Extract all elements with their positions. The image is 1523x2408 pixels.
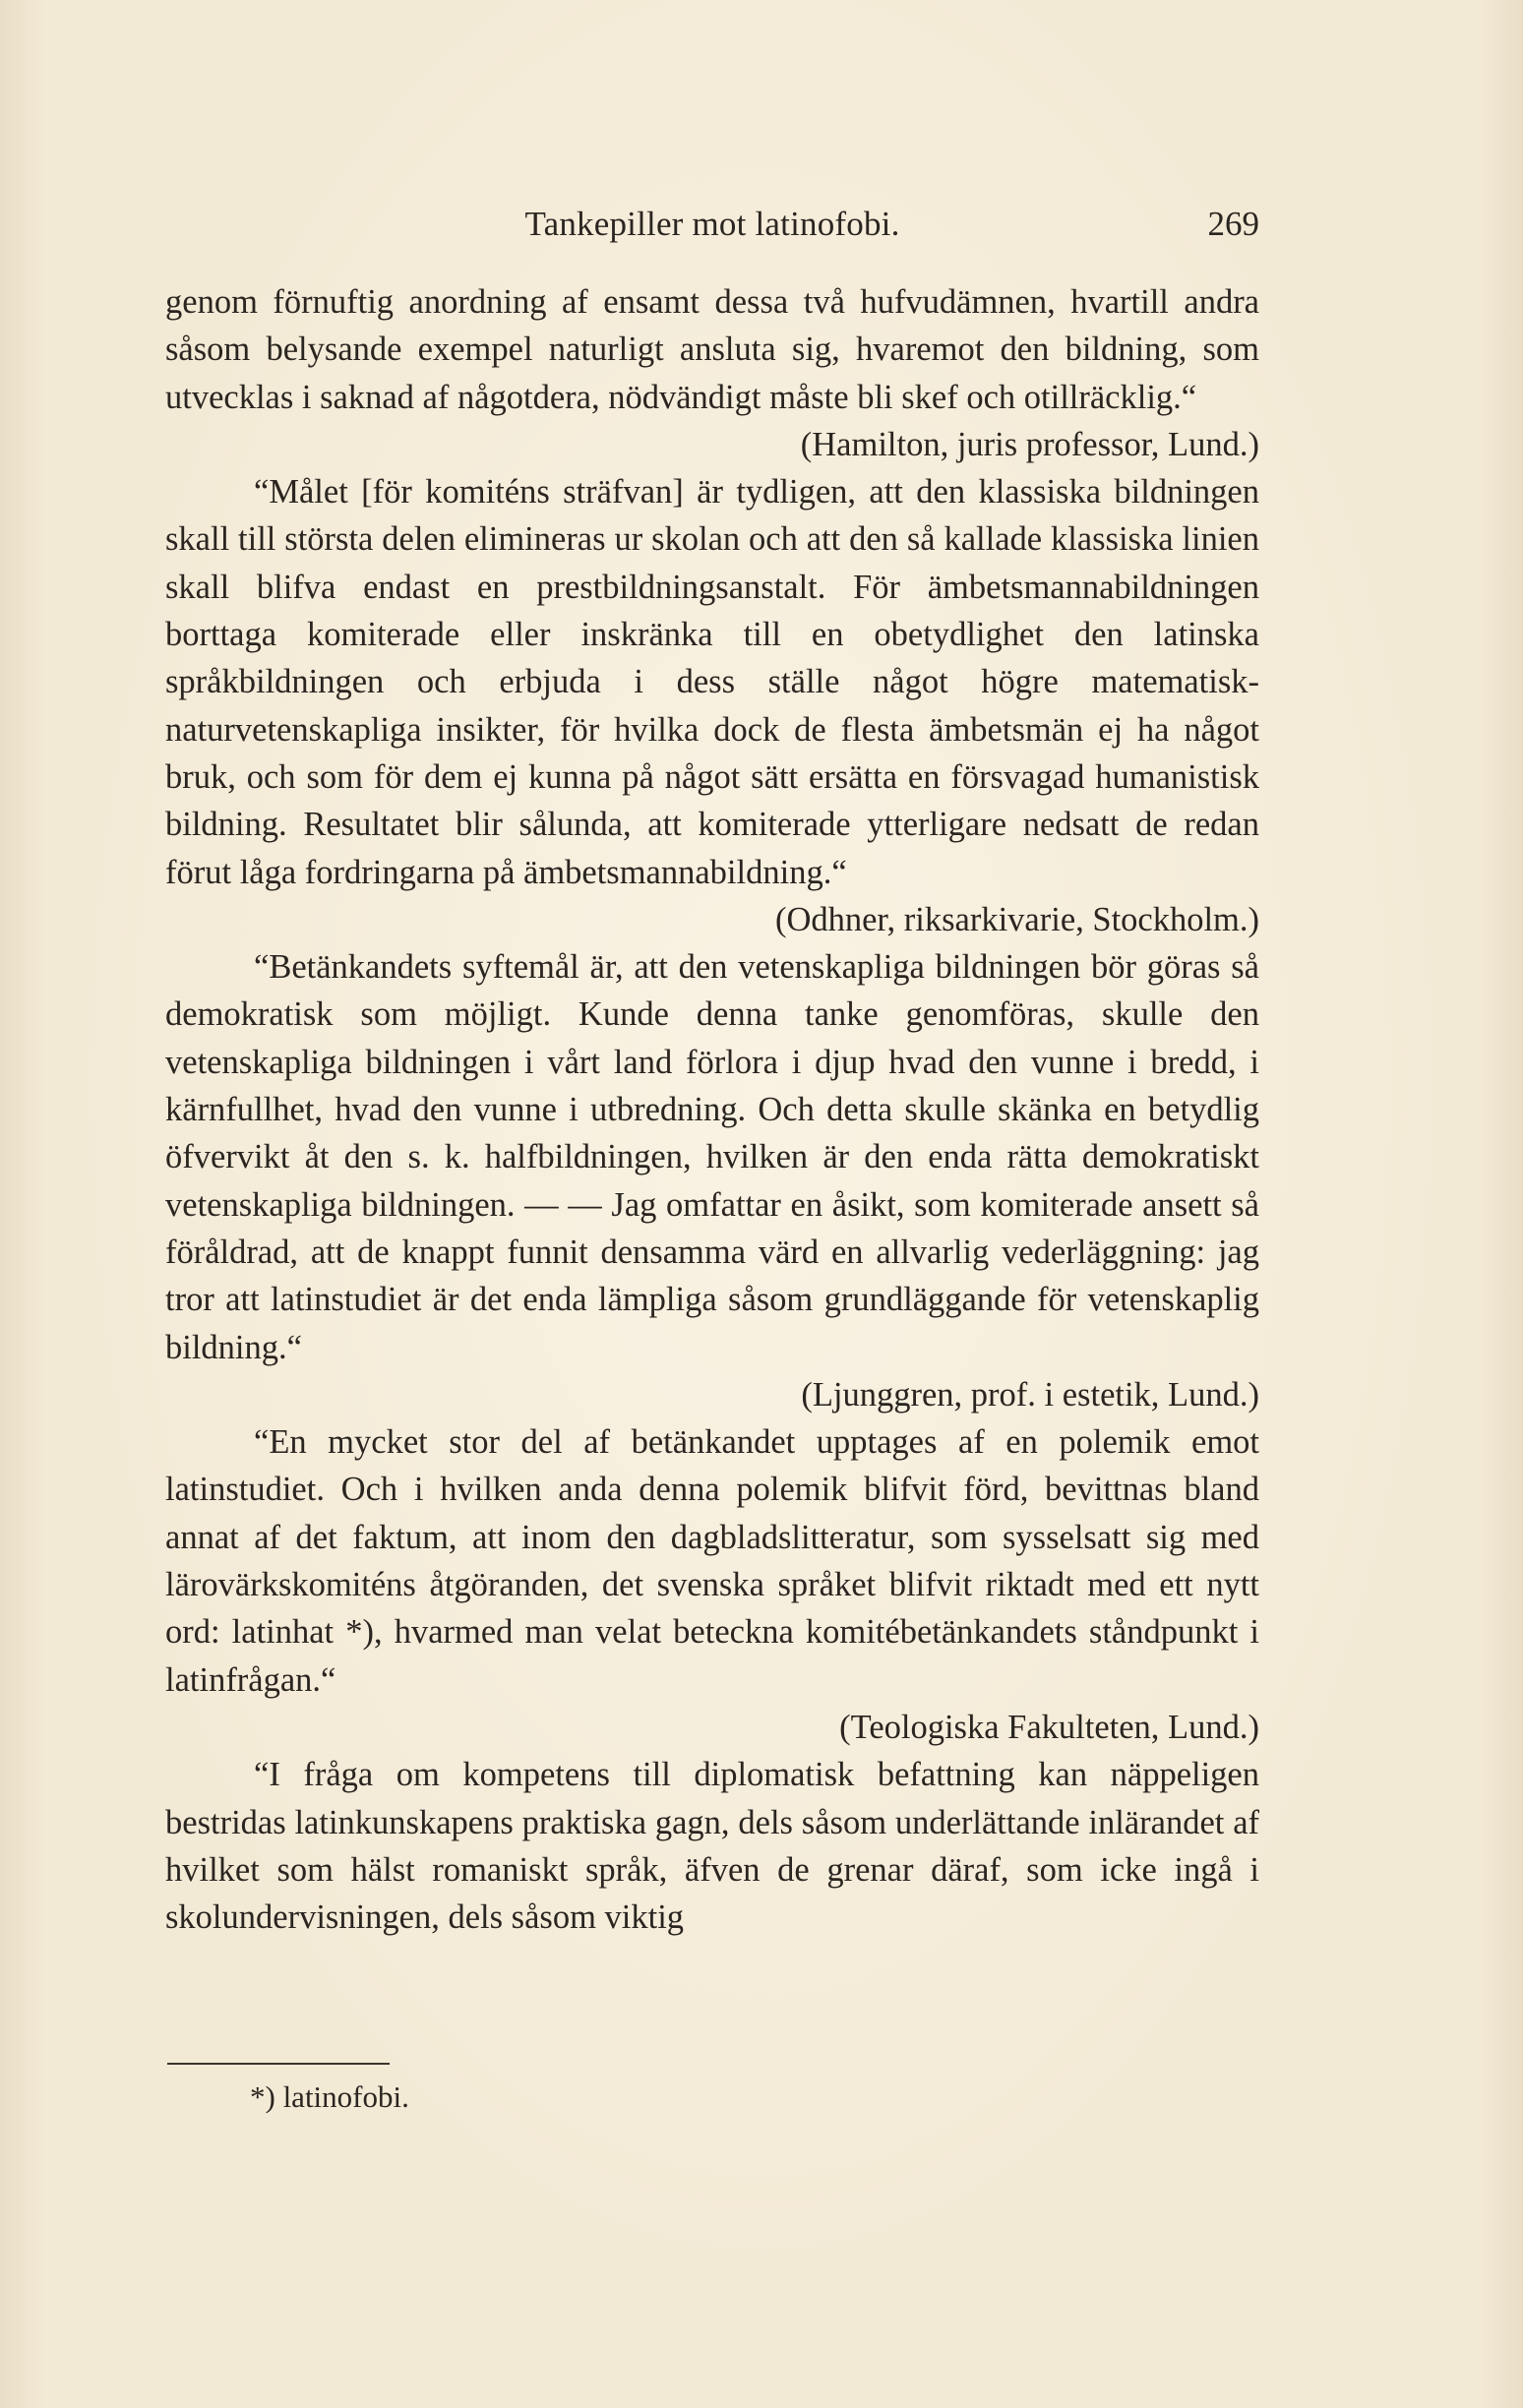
quote-teologiska: “En mycket stor del af betänkandet upptages af en polemik emot latinstudiet. Och i hvilken anda denna polemik blifvit förd, bevittnas bland annat af det faktum, att inom den dagbladslitteratur, som sysselsatt sig med lärovärkskomiténs åtgöranden, det svenska språket blifvit riktadt med ett nytt ord: latinhat *), hvarmed man velat beteckna komitébetänkandets ståndpunkt i latinfrågan.“: [165, 1423, 1259, 1699]
page-body: [165, 278, 1259, 1941]
quote-odhner: “Målet [för komiténs sträfvan] är tydligen, att den klassiska bildningen skall till största delen elimineras ur skolan och att den så kallade klassiska linien skall blifva endast en prestbildningsanstalt. För ämbetsmannabildningen borttaga komiterade eller inskränka till en obetydlighet den latinska språkbildningen och erbjuda i dess ställe något högre matematisk-naturvetenskapliga insikter, för hvilka dock de flesta ämbetsmän ej ha något bruk, och som för dem ej kunna på något sätt ersätta en försvagad humanistisk bildning. Resultatet blir sålunda, att komiterade ytterligare nedsatt de redan förut låga fordringarna på ämbetsmannabildning.“: [165, 473, 1259, 891]
running-title: Tankepiller mot latinofobi.: [524, 205, 900, 243]
quote-ljunggren: “Betänkandets syftemål är, att den vetenskapliga bildningen bör göras så demokratisk som möjligt. Kunde denna tanke genomföras, skulle den vetenskapliga bildningen i vårt land förlora i djup hvad den vunne i bredd, i kärnfullhet, hvad den vunne i utbredning. Och detta skulle skänka en betydlig öfvervikt åt den s. k. halfbildningen, hvilken är den enda rätta demokratiskt vetenskapliga bildningen. — — Jag omfattar en åsikt, som komiterade ansett så föråldrad, att de knappt funnit densamma värd en allvarlig vederläggning: jag tror att latinstudiet är det enda lämpliga såsom grundläggande för vetenskaplig bildning.“: [165, 948, 1259, 1366]
footnote: *) latinofobi.: [250, 2079, 409, 2114]
page-header: [165, 205, 1259, 260]
attribution-odhner: (Odhner, riksarkivarie, Stockholm.): [774, 900, 1259, 938]
page-number: 269: [1207, 205, 1259, 243]
attribution-teologiska: (Teologiska Fakulteten, Lund.): [839, 1708, 1259, 1746]
paragraph-continuation: genom förnuftig anordning af ensamt dessa två hufvudämnen, hvartill andra såsom belysande exempel naturligt ansluta sig, hvaremot den bildning, som utvecklas i saknad af någotdera, nödvändigt måste bli skef och otillräcklig.“: [165, 283, 1259, 416]
footnote-rule: [167, 2063, 390, 2065]
attribution-hamilton: (Hamilton, juris professor, Lund.): [800, 425, 1259, 463]
attribution-ljunggren: (Ljunggren, prof. i estetik, Lund.): [801, 1375, 1259, 1414]
quote-diplomatisk: “I fråga om kompetens till diplomatisk befattning kan näppeligen bestridas latinkunskapens praktiska gagn, dels såsom underlättande inlärandet af hvilket som hälst romaniskt språk, äfven de grenar däraf, som icke ingå i skolundervisningen, dels såsom viktig: [165, 1756, 1259, 1937]
